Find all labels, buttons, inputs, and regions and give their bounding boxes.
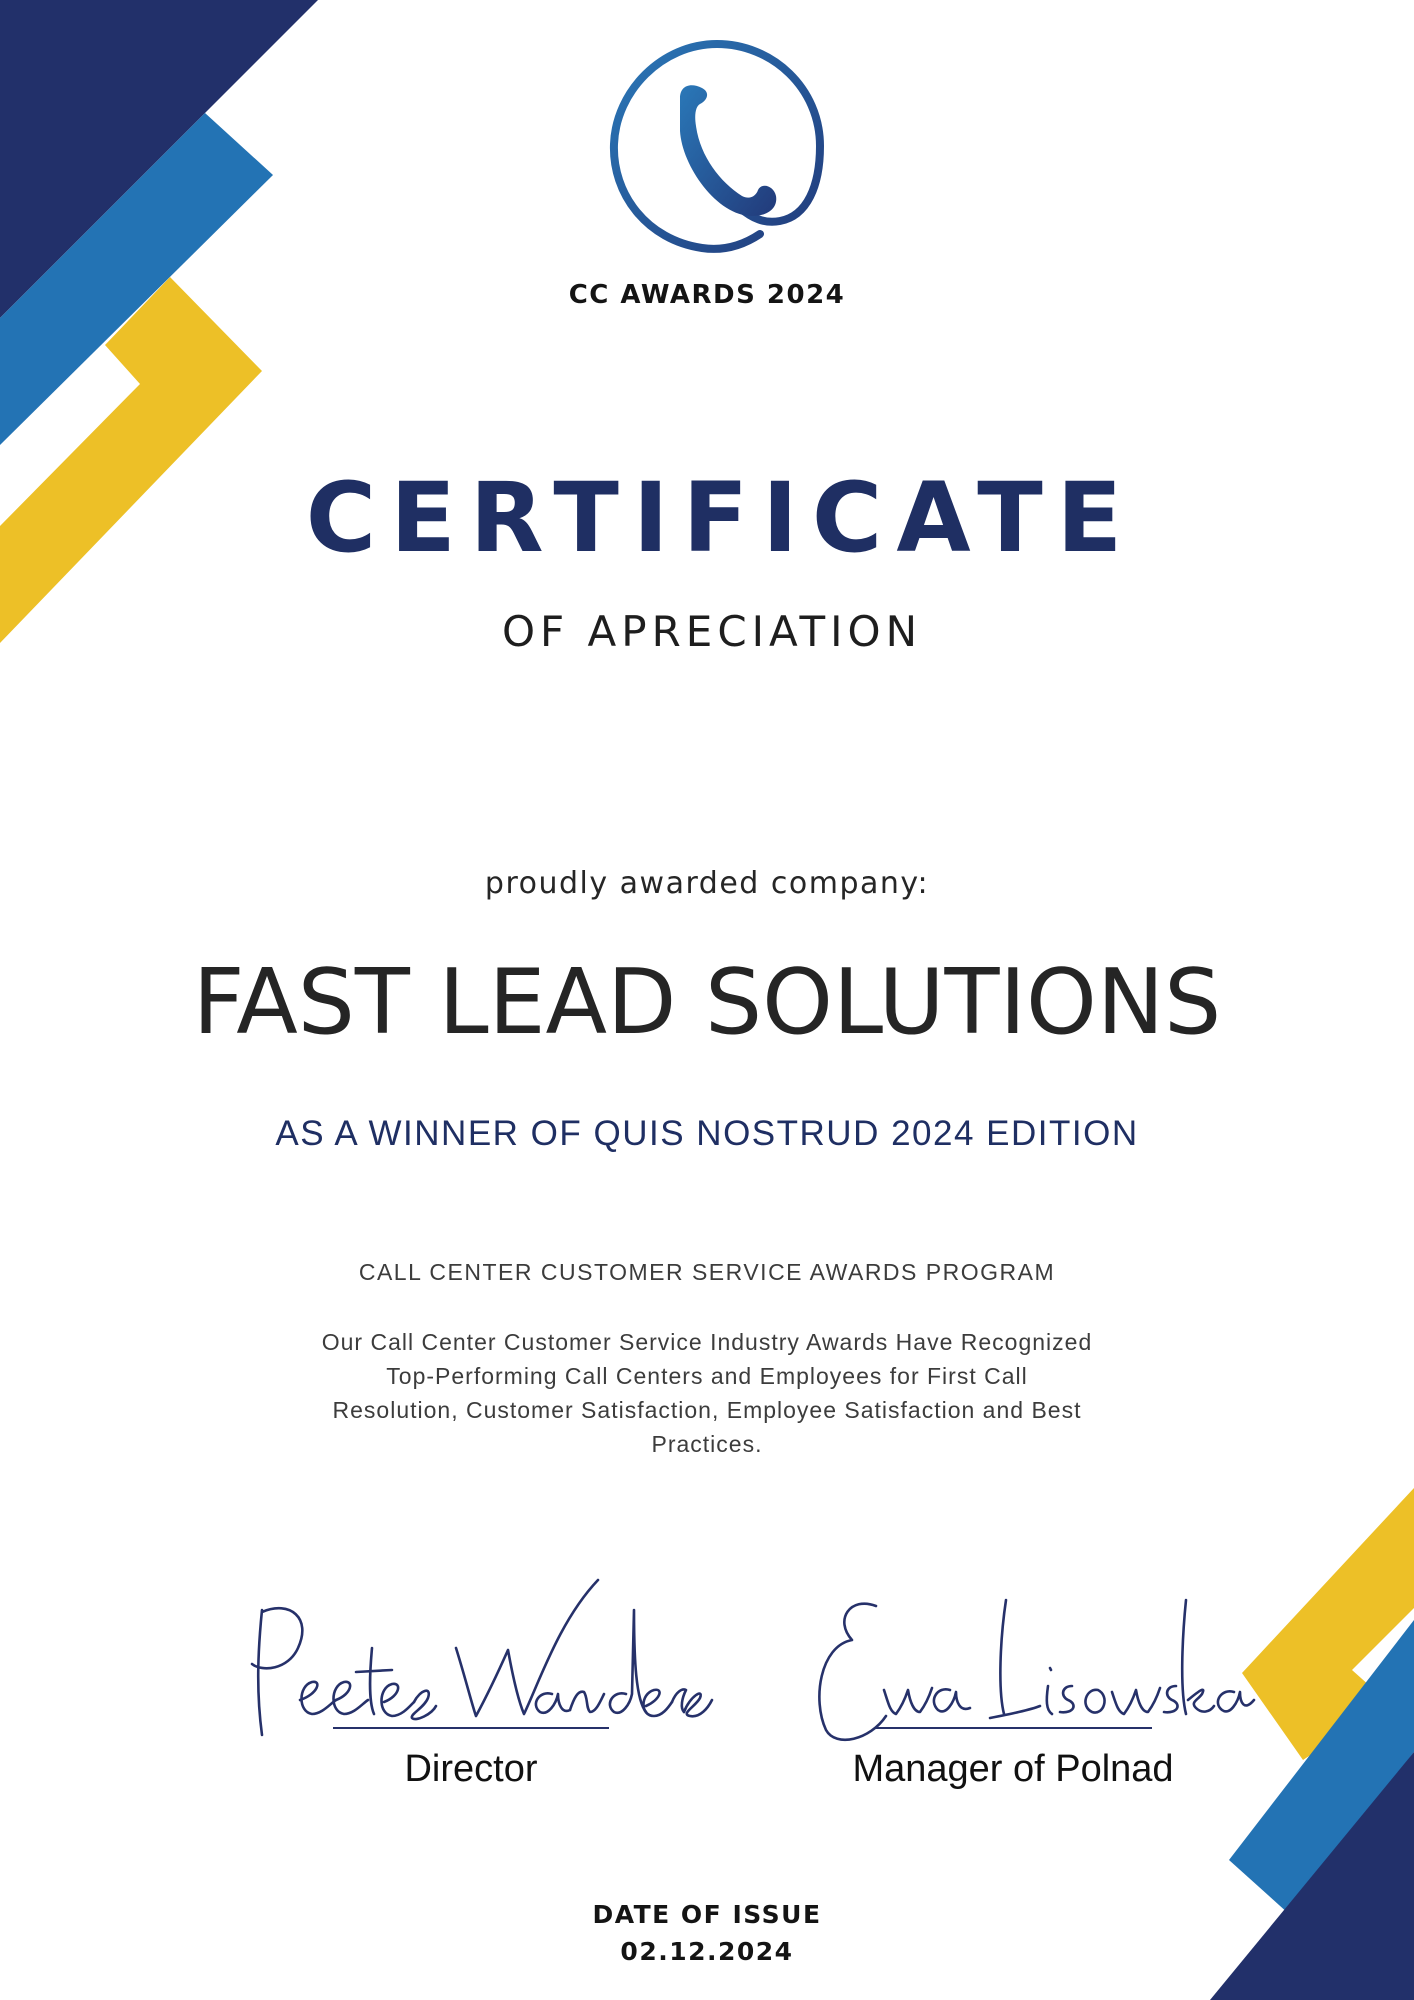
certificate-subtitle: OF APRECIATION: [501, 607, 923, 656]
awarded-label: proudly awarded company:: [484, 866, 930, 901]
date-of-issue-value: 02.12.2024: [620, 1937, 794, 1966]
certificate-title: CERTIFICATE: [305, 462, 1137, 574]
signer-role-director: Director: [404, 1748, 538, 1790]
winner-line: AS A WINNER OF QUIS NOSTRUD 2024 EDITION: [275, 1114, 1139, 1153]
signer-role-manager: Manager of Polnad: [852, 1748, 1174, 1790]
company-name: FAST LEAD SOLUTIONS: [192, 950, 1222, 1055]
phone-handset-icon: [602, 36, 832, 266]
signature-peetes-wanders: [252, 1580, 712, 1735]
signature-ewa-lisowska: [819, 1600, 1254, 1740]
logo-label: CC AWARDS 2024: [568, 280, 846, 310]
signature-line-manager: [876, 1727, 1152, 1729]
signature-line-director: [333, 1727, 609, 1729]
signatures-graphic: [0, 1560, 1414, 1760]
date-of-issue-label: DATE OF ISSUE: [592, 1900, 822, 1929]
program-title: CALL CENTER CUSTOMER SERVICE AWARDS PROGRAM: [358, 1259, 1056, 1285]
program-description: Our Call Center Customer Service Industry Awards Have Recognized Top-Performing Call Centers and Employees for First Call Resolution, Customer Satisfaction, Employee Satisfaction and Best Practices.: [321, 1329, 1093, 1457]
